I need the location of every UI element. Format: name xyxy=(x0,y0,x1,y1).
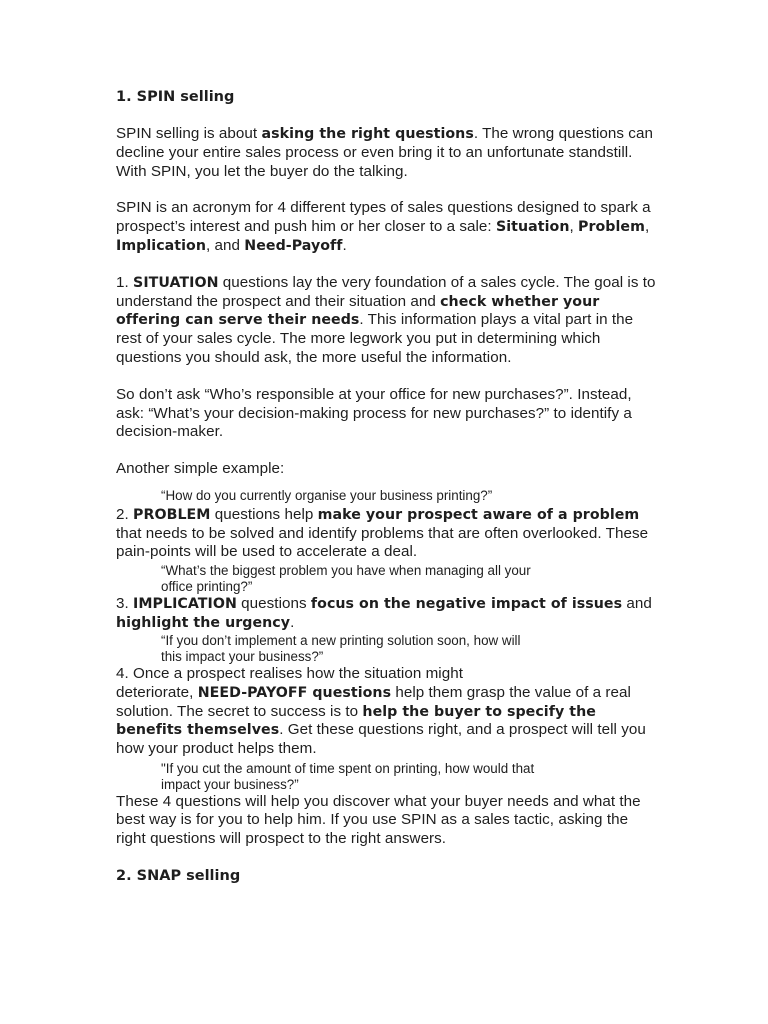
paragraph-situation: 1. SITUATION questions lay the very foundation of a sales cycle. The goal is to understand the prospect and their situation and check whether your offering can serve their needs. This information plays a vital part in the rest of your sales cycle. The more legwork you put in determining which questions you should ask, the more useful the information. xyxy=(116,273,656,366)
section-heading-spin-selling: 1. SPIN selling xyxy=(116,89,235,105)
paragraph-problem: 2. PROBLEM questions help make your prospect aware of a problem that needs to be solved and identify problems that are often overlooked. These pain-points will be used to accelerate a deal. xyxy=(116,505,649,561)
example-quote-implication: “If you don’t implement a new printing solution soon, how will this impact your business?” xyxy=(161,633,521,665)
example-quote-need-payoff: "If you cut the amount of time spent on printing, how would that impact your business?” xyxy=(161,760,535,792)
paragraph-intro: SPIN selling is about asking the right questions. The wrong questions can decline your entire sales process or even bring it to an unfortunate standstill. With SPIN, you let the buyer do the talking. xyxy=(116,125,653,180)
example-quote-situation: “How do you currently organise your business printing?” xyxy=(161,487,493,503)
paragraph-dont-ask: So don’t ask “Who’s responsible at your office for new purchases?”. Instead, ask: “What’s your decision-making process for new purchases?” to identify a decision-maker. xyxy=(116,385,632,441)
example-quote-problem: “What’s the biggest problem you have when managing all your office printing?” xyxy=(161,563,531,594)
paragraph-conclusion: These 4 questions will help you discover what your buyer needs and what the best way is for you to help him. If you use SPIN as a sales tactic, asking the right questions will prospect to the right answers. xyxy=(116,792,641,848)
paragraph-acronym: SPIN is an acronym for 4 different types of sales questions designed to spark a prospect’s interest and push him or her closer to a sale: Situation, Problem, Implication, and Need-Payoff. xyxy=(116,199,651,254)
document-page xyxy=(116,88,656,886)
paragraph-need-payoff: 4. Once a prospect realises how the situation might deteriorate, NEED-PAYOFF questions help them grasp the value of a real solution. The secret to success is to help the buyer to specify the benefits themselves. Get these questions right, and a prospect will tell you how your product helps them. xyxy=(116,664,646,758)
section-heading-snap-selling: 2. SNAP selling xyxy=(116,867,241,884)
paragraph-another-example: Another simple example: xyxy=(116,460,285,478)
paragraph-implication: 3. IMPLICATION questions focus on the negative impact of issues and highlight the urgency. xyxy=(116,594,652,631)
